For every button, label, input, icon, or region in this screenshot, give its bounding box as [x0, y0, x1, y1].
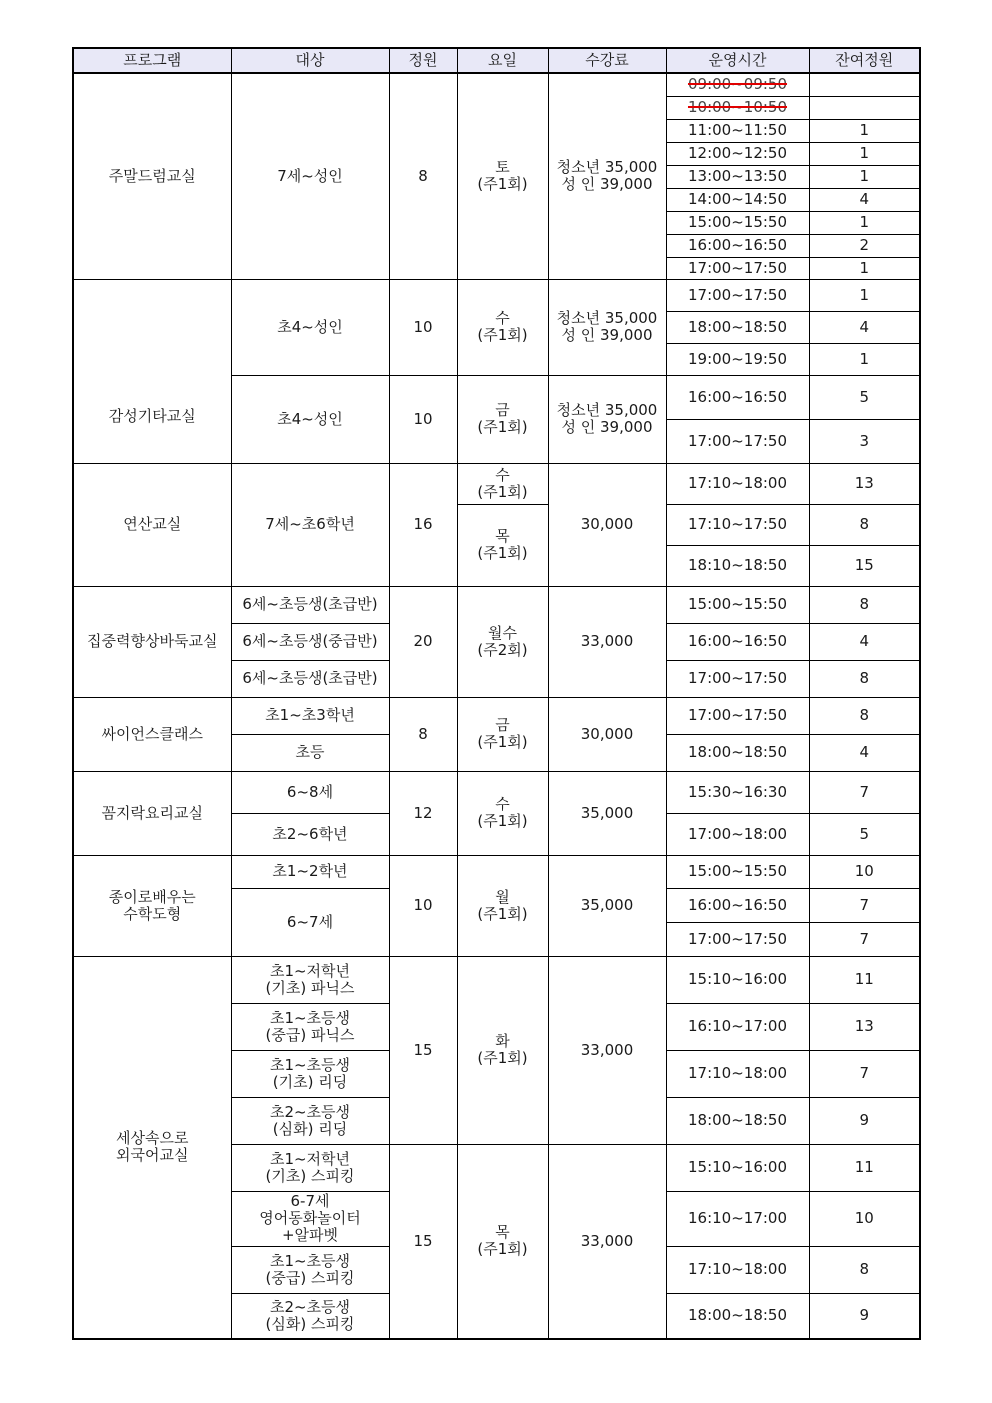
table-row — [73, 771, 920, 813]
table-row — [73, 586, 920, 623]
table-row — [73, 956, 920, 1003]
target: 초2~초등생 (심화) 스피킹 — [231, 1293, 389, 1339]
remaining: 13 — [809, 1003, 920, 1050]
target: 초1~초3학년 — [231, 697, 389, 734]
target: 7세~초6학년 — [231, 463, 389, 586]
remaining: 8 — [809, 697, 920, 734]
target: 초등 — [231, 734, 389, 771]
remaining: 13 — [809, 463, 920, 504]
remaining: 3 — [809, 419, 920, 463]
session-time: 17:00~17:50 — [666, 922, 809, 956]
session-time: 11:00~11:50 — [666, 119, 809, 142]
session-time: 16:10~17:00 — [666, 1191, 809, 1246]
target: 초1~저학년 (기초) 파닉스 — [231, 956, 389, 1003]
session-time: 17:00~17:50 — [666, 660, 809, 697]
day: 금 (주1회) — [457, 375, 548, 463]
fee: 33,000 — [548, 956, 666, 1144]
session-time: 16:00~16:50 — [666, 623, 809, 660]
remaining — [809, 96, 920, 119]
session-time-cancelled: 10:00~10:50 — [666, 96, 809, 119]
remaining: 8 — [809, 1246, 920, 1293]
remaining: 11 — [809, 956, 920, 1003]
remaining: 10 — [809, 855, 920, 888]
table-row — [73, 279, 920, 311]
target: 초1~초등생 (중급) 파닉스 — [231, 1003, 389, 1050]
remaining: 7 — [809, 888, 920, 922]
program-name: 종이로배우는 수학도형 — [73, 855, 231, 956]
session-time: 17:00~17:50 — [666, 697, 809, 734]
session-time: 17:00~17:50 — [666, 257, 809, 279]
program-name: 연산교실 — [73, 463, 231, 586]
session-time: 16:10~17:00 — [666, 1003, 809, 1050]
session-time: 19:00~19:50 — [666, 343, 809, 375]
day: 목 (주1회) — [457, 1144, 548, 1339]
session-time: 15:00~15:50 — [666, 855, 809, 888]
session-time: 12:00~12:50 — [666, 142, 809, 165]
capacity: 10 — [389, 279, 457, 375]
target: 6~7세 — [231, 888, 389, 956]
session-time: 16:00~16:50 — [666, 375, 809, 419]
program-name: 주말드럼교실 — [73, 73, 231, 279]
session-time: 17:00~18:00 — [666, 813, 809, 855]
capacity: 15 — [389, 1144, 457, 1339]
session-time: 18:00~18:50 — [666, 1293, 809, 1339]
table-row — [73, 73, 920, 96]
session-time: 17:10~18:00 — [666, 1246, 809, 1293]
day: 월 (주1회) — [457, 855, 548, 956]
session-time: 15:10~16:00 — [666, 956, 809, 1003]
target: 7세~성인 — [231, 73, 389, 279]
remaining: 4 — [809, 188, 920, 211]
remaining: 8 — [809, 504, 920, 545]
remaining: 1 — [809, 343, 920, 375]
fee: 30,000 — [548, 697, 666, 771]
session-time: 13:00~13:50 — [666, 165, 809, 188]
remaining: 8 — [809, 586, 920, 623]
session-time: 15:30~16:30 — [666, 771, 809, 813]
fee: 청소년 35,000 성 인 39,000 — [548, 375, 666, 463]
remaining: 1 — [809, 165, 920, 188]
session-time: 17:10~18:00 — [666, 463, 809, 504]
capacity: 10 — [389, 375, 457, 463]
remaining: 10 — [809, 1191, 920, 1246]
day: 월수 (주2회) — [457, 586, 548, 697]
program-name: 싸이언스클래스 — [73, 697, 231, 771]
target: 초2~초등생 (심화) 리딩 — [231, 1097, 389, 1144]
remaining: 15 — [809, 545, 920, 586]
header-target: 대상 — [231, 48, 389, 73]
table-row — [73, 855, 920, 888]
remaining: 1 — [809, 279, 920, 311]
program-name: 감성기타교실 — [73, 279, 231, 463]
header-remaining: 잔여정원 — [809, 48, 920, 73]
remaining: 9 — [809, 1097, 920, 1144]
fee: 35,000 — [548, 771, 666, 855]
day: 금 (주1회) — [457, 697, 548, 771]
remaining: 9 — [809, 1293, 920, 1339]
day: 수 (주1회) — [457, 279, 548, 375]
header-day: 요일 — [457, 48, 548, 73]
remaining: 5 — [809, 813, 920, 855]
remaining: 5 — [809, 375, 920, 419]
remaining: 7 — [809, 771, 920, 813]
program-name: 꼼지락요리교실 — [73, 771, 231, 855]
fee: 35,000 — [548, 855, 666, 956]
target: 초1~2학년 — [231, 855, 389, 888]
capacity: 20 — [389, 586, 457, 697]
remaining: 4 — [809, 734, 920, 771]
fee: 30,000 — [548, 463, 666, 586]
session-time: 16:00~16:50 — [666, 888, 809, 922]
capacity: 8 — [389, 73, 457, 279]
session-time: 17:00~17:50 — [666, 279, 809, 311]
day: 수 (주1회) — [457, 771, 548, 855]
remaining: 7 — [809, 922, 920, 956]
session-time: 18:00~18:50 — [666, 311, 809, 343]
header-program: 프로그램 — [73, 48, 231, 73]
day: 수 (주1회) — [457, 463, 548, 504]
remaining: 1 — [809, 211, 920, 234]
fee: 청소년 35,000 성 인 39,000 — [548, 279, 666, 375]
header-row — [73, 48, 920, 73]
target: 6세~초등생(중급반) — [231, 623, 389, 660]
fee: 33,000 — [548, 1144, 666, 1339]
capacity: 15 — [389, 956, 457, 1144]
fee: 청소년 35,000 성 인 39,000 — [548, 73, 666, 279]
target: 초1~초등생 (중급) 스피킹 — [231, 1246, 389, 1293]
session-time-cancelled: 09:00~09:50 — [666, 73, 809, 96]
day: 토 (주1회) — [457, 73, 548, 279]
session-time: 17:10~18:00 — [666, 1050, 809, 1097]
remaining: 4 — [809, 623, 920, 660]
program-name: 세상속으로 외국어교실 — [73, 956, 231, 1339]
session-time: 17:10~17:50 — [666, 504, 809, 545]
header-fee: 수강료 — [548, 48, 666, 73]
table-row — [73, 463, 920, 484]
remaining: 11 — [809, 1144, 920, 1191]
program-name: 집중력향상바둑교실 — [73, 586, 231, 697]
remaining — [809, 73, 920, 96]
fee: 33,000 — [548, 586, 666, 697]
program-schedule-table — [72, 47, 921, 1340]
session-time: 18:00~18:50 — [666, 1097, 809, 1144]
header-capacity: 정원 — [389, 48, 457, 73]
session-time: 18:00~18:50 — [666, 734, 809, 771]
target: 6세~초등생(초급반) — [231, 586, 389, 623]
remaining: 4 — [809, 311, 920, 343]
capacity: 8 — [389, 697, 457, 771]
target: 초1~초등생 (기초) 리딩 — [231, 1050, 389, 1097]
day: 목 (주1회) — [457, 504, 548, 586]
target: 6-7세 영어동화놀이터 +알파벳 — [231, 1191, 389, 1246]
remaining: 8 — [809, 660, 920, 697]
session-time: 16:00~16:50 — [666, 234, 809, 257]
table-row — [73, 697, 920, 734]
remaining: 1 — [809, 142, 920, 165]
session-time: 15:00~15:50 — [666, 211, 809, 234]
header-time: 운영시간 — [666, 48, 809, 73]
remaining: 1 — [809, 257, 920, 279]
capacity: 12 — [389, 771, 457, 855]
day: 화 (주1회) — [457, 956, 548, 1144]
remaining: 2 — [809, 234, 920, 257]
capacity: 10 — [389, 855, 457, 956]
target: 초2~6학년 — [231, 813, 389, 855]
session-time: 15:10~16:00 — [666, 1144, 809, 1191]
target: 초4~성인 — [231, 375, 389, 463]
session-time: 14:00~14:50 — [666, 188, 809, 211]
session-time: 18:10~18:50 — [666, 545, 809, 586]
session-time: 17:00~17:50 — [666, 419, 809, 463]
capacity: 16 — [389, 463, 457, 586]
target: 초4~성인 — [231, 279, 389, 375]
target: 초1~저학년 (기초) 스피킹 — [231, 1144, 389, 1191]
session-time: 15:00~15:50 — [666, 586, 809, 623]
remaining: 1 — [809, 119, 920, 142]
target: 6세~초등생(초급반) — [231, 660, 389, 697]
target: 6~8세 — [231, 771, 389, 813]
remaining: 7 — [809, 1050, 920, 1097]
